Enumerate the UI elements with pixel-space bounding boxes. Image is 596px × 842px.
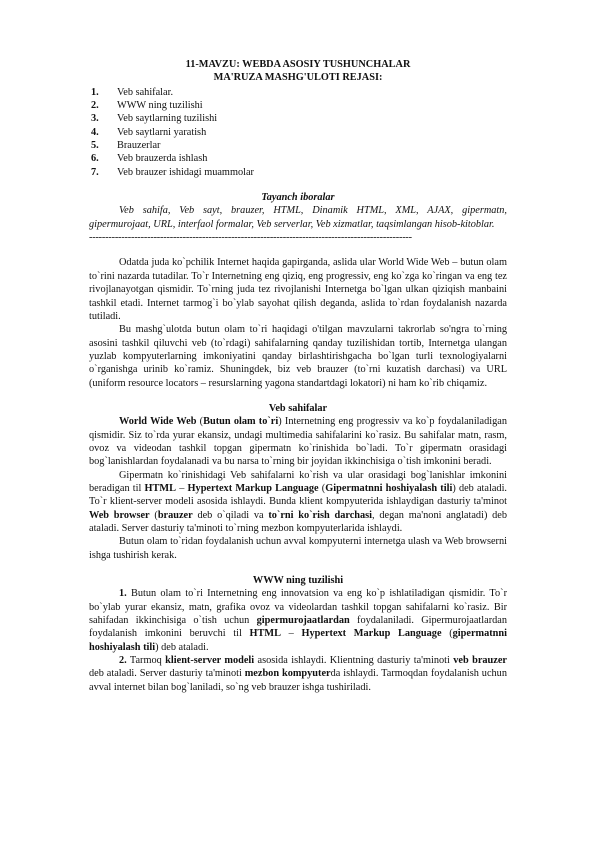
body-paragraph: 2. Tarmoq klient-server modeli asosida ishlaydi. Klientning dasturiy ta'minoti veb brauzer deb ataladi. Server dasturiy ta'minoti mezbon kompyuterda ishlaydi. Tarmoqdan foydalanish uchun avval internet bilan bog`laniladi, so`ng veb brauzer ishga tushiriladi. [89, 655, 507, 693]
plan-item-number: 5. [91, 140, 99, 152]
plan-item-text: Veb saytlarning tuzilishi [117, 113, 218, 125]
plan-item-number: 4. [91, 126, 99, 138]
body-paragraph: Gipermatn ko`rinishidagi Veb sahifalarni ko`rish va ular orasidagi bog`lanishlar imkonini beradigan til HTML – Hypertext Markup Language (Gipermatnni hoshiyalash tili) deb ataladi. To`r klient-server modeli asosida ishlaydi. Bunda klient kompyuterida ishlaydigan dasturiy ta'minot Web browser (brauzer deb o`qiladi va to`rni ko`rish darchasi, degan ma'noni anglatadi) deb ataladi. Server dasturiy ta'minoti to`rning mezbon kompyuterlarida ishlaydi. [89, 469, 508, 534]
plan-item-number: 7. [91, 166, 99, 178]
intro-paragraph: Odatda juda ko`pchilik Internet haqida gapirganda, aslida ular World Wide Web – butun olam to`rini nazarda tutadilar. To`r Internetning eng qiziq, eng progressiv, eng ko`zga ko`ringan va eng tez rivojlanayotgan qismidir. To`rning juda tez rivojlanishi Internetga bo`lgan ulkan qiziqish manbaini tashkil etadi. Internet tarmog`i bo`ylab sayohat qilish deganda, aslida to`rdan foydalanish nazarda tutiladi. [89, 257, 507, 322]
plan-list [89, 86, 507, 179]
intro-paragraph: Bu mashg`ulotda butun olam to`ri haqidagi o'tilgan mavzularni takrorlab so'ngra to`rning asosini tashkil qiluvchi veb (to`rdagi) sahifalarning qanday tuzilishidan tortib, Internetga ulangan yuzlab kompyuterlarning imkoniyatini qanday birlashtirishgacha bo`lgan turli texnologiyalarni o`rganishga urinib ko`ramiz. Shuningdek, biz veb brauzer (to`rni kuzatish darchasi) va URL (uniform resource locators – resurslarning yagona standartdagi lokatori) ni ham ko`rib chiqamiz. [89, 324, 507, 389]
plan-item-text: Veb brauzer ishidagi muammolar [117, 166, 254, 178]
lecture-title: 11-MAVZU: WEBDA ASOSIY TUSHUNCHALAR [185, 59, 411, 70]
plan-item-number: 2. [91, 100, 99, 112]
plan-item-text: WWW ning tuzilishi [117, 100, 203, 112]
plan-item [91, 139, 507, 152]
plan-item-number: 3. [91, 113, 99, 125]
plan-item [91, 99, 507, 112]
body-paragraph: Butun olam to`ridan foydalanish uchun avval kompyuterni internetga ulash va Web browserni ishga tushirish kerak. [89, 536, 507, 561]
plan-item [91, 126, 507, 139]
plan-item-text: Veb sahifalar. [117, 86, 174, 98]
keywords-text: Veb sahifa, Veb sayt, brauzer, HTML, Dinamik HTML, XML, AJAX, gipermatn, gipermurojaat, URL, interfaol formalar, Veb serverlar, Veb xizmatlar, taqsimlangan hisob-kitoblar. [89, 205, 507, 230]
plan-item-number: 1. [91, 86, 99, 98]
plan-item [91, 152, 507, 165]
separator-line: ---------------------------------------------------------------------------------------------------- [89, 232, 412, 244]
body-paragraph: 1. Butun olam to`ri Internetning eng innovatsion va eng ko`p ishlatiladigan qismidir. To`r bo`ylab yurar ekansiz, matn, grafika ovoz va videolardan tashkil topgan sahifalarni ko`rasiz. Bir sahifadan ikkinchisiga o`tish uchun gipermurojaatlardan foydalaniladi. Gipermurojaatlardan foydalanish imkonini beruvchi til HTML – Hypertext Markup Language (gipermatnni hoshiyalash tili) deb ataladi. [89, 588, 507, 653]
section-heading: WWW ning tuzilishi [252, 575, 344, 587]
keywords-heading: Tayanch iboralar [261, 192, 335, 204]
section-heading: Veb sahifalar [268, 402, 328, 414]
plan-item-text: Veb brauzerda ishlash [117, 153, 208, 165]
plan-item [91, 166, 507, 179]
plan-item [91, 112, 507, 125]
body-paragraph: World Wide Web (Butun olam to`ri) Internetning eng progressiv va ko`p foydalaniladigan qismidir. Siz to`rda yurar ekansiz, undagi multimedia sahifalarini ko`rasiz. Bu sahifalar matn, rasm, ovoz va videodan tashkil topgan gipermatn ko`rinishida bo`ladi. To`r gipermatn orasidagi bog`lanishlardan foydalanadi va bu narsa to`rning bir joyidan ikkinchisiga o`tish imkonini beradi. [89, 416, 507, 468]
plan-item [91, 86, 507, 99]
lecture-plan-heading: MA'RUZA MASHG'ULOTI REJASI: [213, 72, 383, 84]
plan-item-text: Veb saytlarni yaratish [117, 126, 207, 138]
plan-item-number: 6. [91, 153, 99, 165]
plan-item-text: Brauzerlar [117, 140, 161, 152]
